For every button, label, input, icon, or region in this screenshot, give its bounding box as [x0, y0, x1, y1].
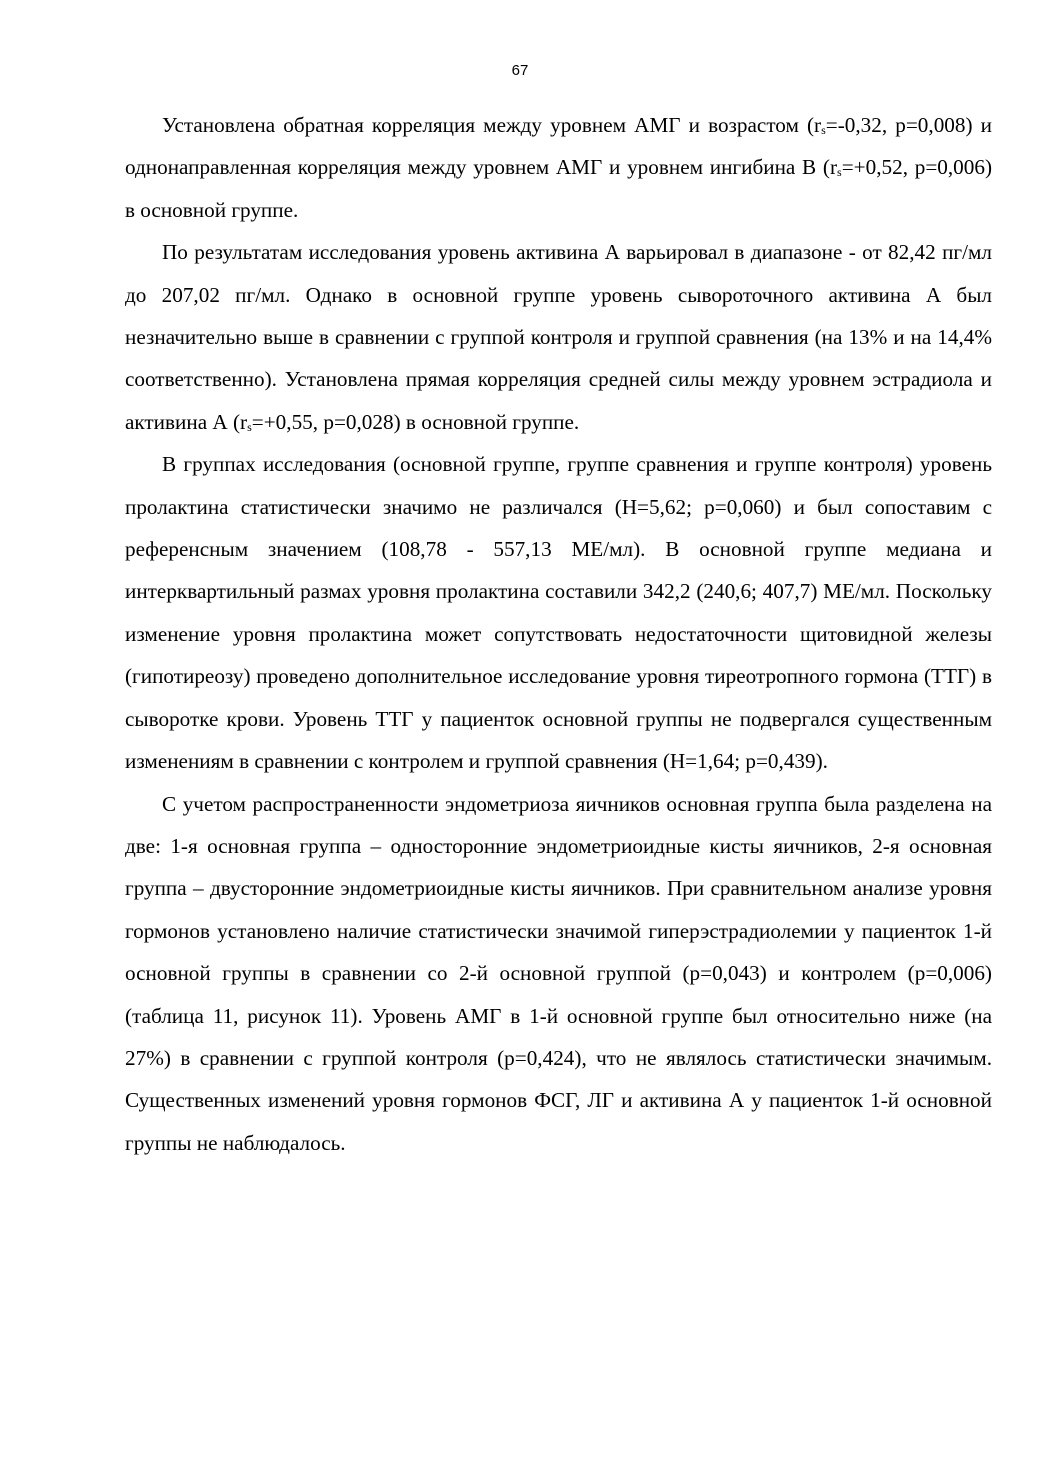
- text-run: В группах исследования (основной группе, группе сравнения и группе контроля) уровень пролактина статистически значимо не различался (H=5,62; p=0,060) и был сопоставим с референсным значением (108,78 - 557,13 МЕ/мл). В основной группе медиана и интерквартильный размах уровня пролактина составили 342,2 (240,6; 407,7) МЕ/мл. Поскольку изменение уровня пролактина может сопутствовать недостаточности щитовидной железы (гипотиреозу) проведено дополнительное исследование уровня тиреотропного гормона (ТТГ) в сыворотке крови. Уровень ТТГ у пациенток основной группы не подвергался существенным изменениям в сравнении с контролем и группой сравнения (H=1,64; p=0,439).: [125, 452, 992, 774]
- text-run: По результатам исследования уровень активина А варьировал в диапазоне - от 82,42 пг/мл до 207,02 пг/мл. Однако в основной группе уровень сывороточного активина А был незначительно выше в сравнении с группой контроля и группой сравнения (на 13% и на 14,4% соответственно). Установлена прямая корреляция средней силы между уровнем эстрадиола и активина А (r: [125, 240, 992, 434]
- text-run: =+0,52, p=0,006) в основной группе.: [125, 155, 992, 222]
- page-number: 67: [511, 62, 529, 79]
- paragraph-amh-correlation: [125, 104, 992, 231]
- paragraph-activin: [125, 231, 992, 443]
- document-body: [125, 104, 992, 1164]
- text-run: =+0,55, p=0,028) в основной группе.: [251, 409, 580, 434]
- subscript: s: [837, 165, 842, 180]
- text-run: =-0,32, p=0,008) и однонаправленная корреляция между уровнем АМГ и уровнем ингибина В (r: [125, 113, 992, 180]
- subscript: s: [821, 123, 826, 137]
- paragraph-subgroups: [125, 783, 992, 1165]
- text-run: Установлена обратная корреляция между уровнем АМГ и возрастом (r: [162, 113, 822, 137]
- subscript: s: [247, 419, 252, 434]
- text-run: С учетом распространенности эндометриоза яичников основная группа была разделена на две: 1-я основная группа – односторонние эндометриоидные кисты яичников, 2-я основная группа – двусторонние эндометриоидные кисты яичников. При сравнительном анализе уровня гормонов установлено наличие статистически значимой гиперэстрадиолемии у пациенток 1-й основной группы в сравнении со 2-й основной группой (p=0,043) и контролем (p=0,006) (таблица 11, рисунок 11). Уровень АМГ в 1-й основной группе был относительно ниже (на 27%) в сравнении с группой контроля (p=0,424), что не являлось статистически значимым. Существенных изменений уровня гормонов ФСГ, ЛГ и активина А у пациенток 1-й основной группы не наблюдалось.: [125, 791, 992, 1155]
- paragraph-prolactin: [125, 443, 992, 782]
